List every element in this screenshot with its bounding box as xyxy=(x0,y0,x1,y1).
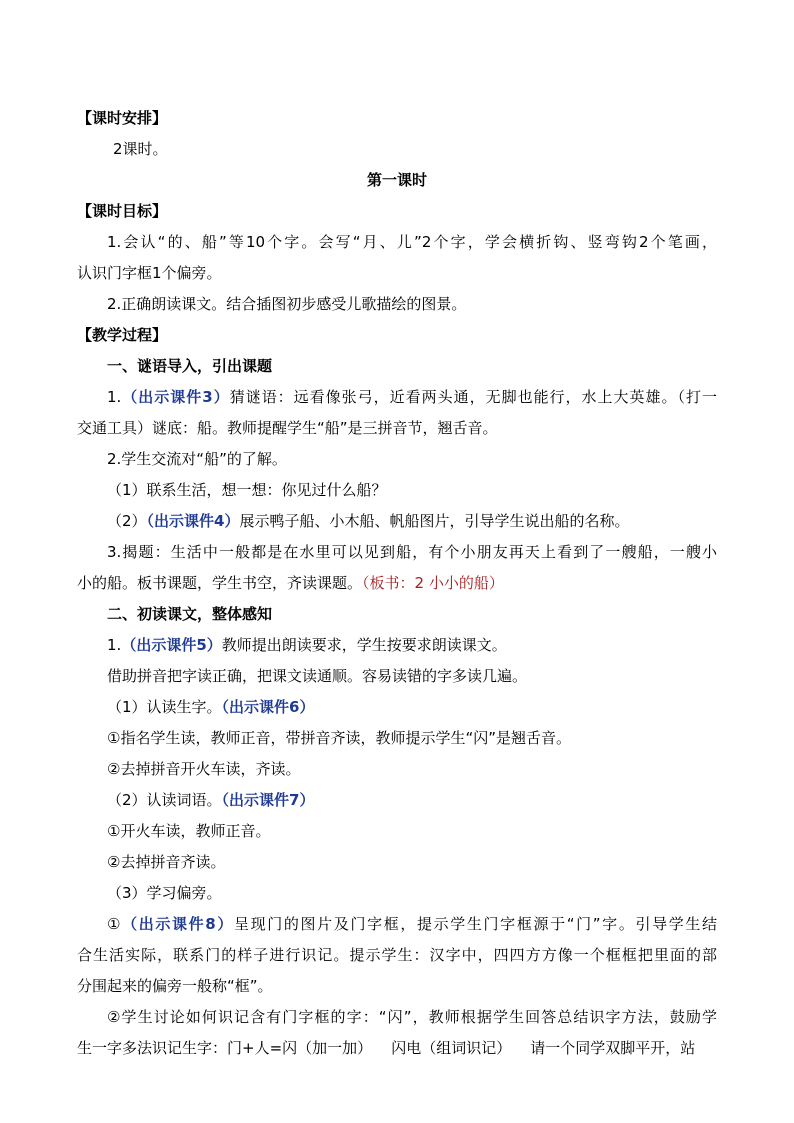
section-1-item-2-sub-1: （1）联系生活，想一想：你见过什么船？ xyxy=(107,481,387,499)
document-content xyxy=(77,103,717,1064)
section-2-sub-1-b: ②去掉拼音开火车读，齐读。 xyxy=(107,760,301,778)
item-text: （1）认读生字。 xyxy=(107,698,222,716)
goal-2: 2.正确朗读课文。结合插图初步感受儿歌描绘的图景。 xyxy=(107,295,467,313)
item-text: 猜谜语：远看像张弓，近看两头通，无脚也能行，水上大英雄。（打一 xyxy=(229,388,717,406)
section-2-sub-3-a-line-3: 分围起来的偏旁一般称“框”。 xyxy=(77,977,273,995)
goals-header: 【课时目标】 xyxy=(77,202,168,220)
section-2-title: 二、初读课文，整体感知 xyxy=(107,605,273,623)
section-2-sub-2-a: ①开火车读，教师正音。 xyxy=(107,822,271,840)
section-2-sub-1 xyxy=(77,692,717,723)
section-2-sub-2 xyxy=(77,785,717,816)
item-number: 1. xyxy=(107,388,122,406)
courseware-ref: （出示课件6） xyxy=(221,698,315,716)
section-2-item-1-line-2: 借助拼音把字读正确，把课文读通顺。容易读错的字多读几遍。 xyxy=(107,667,528,685)
section-2-item-1-line-1 xyxy=(77,630,717,661)
item-text: （2）认读词语。 xyxy=(107,791,222,809)
section-2-sub-1-a: ①指名学生读，教师正音，带拼音齐读，教师提示学生“闪”是翘舌音。 xyxy=(107,729,571,747)
section-2-sub-3-b-line-2: 生一字多法识记生字：门+人=闪（加一加） 闪电（组词识记） 请一个同学双脚平开，站 xyxy=(77,1039,696,1057)
section-1-item-3-line-2 xyxy=(77,568,717,599)
process-header: 【教学过程】 xyxy=(77,326,168,344)
lesson-title: 第一课时 xyxy=(366,171,427,189)
section-2-sub-3-a-line-1 xyxy=(77,909,717,940)
item-text: 教师提出朗读要求，学生按要求朗读课文。 xyxy=(221,636,507,654)
section-1-item-3-line-1: 3.揭题：生活中一般都是在水里可以见到船，有个小朋友再天上看到了一艘船，一艘小 xyxy=(107,543,717,561)
section-1-item-2: 2.学生交流对“船”的了解。 xyxy=(107,450,287,468)
courseware-ref: （出示课件3） xyxy=(121,388,230,406)
schedule-value: 2课时。 xyxy=(113,140,168,158)
section-2-sub-3: （3）学习偏旁。 xyxy=(107,884,222,902)
goal-1-line-1: 1.会认“的、船”等10个字。会写“月、儿”2个字，学会横折钩、竖弯钩2个笔画， xyxy=(107,233,717,251)
section-1-item-1-line-1 xyxy=(77,382,717,413)
item-text: 展示鸭子船、小木船、帆船图片，引导学生说出船的名称。 xyxy=(239,512,630,530)
item-text: 小的船。板书课题，学生书空，齐读课题。 xyxy=(77,574,363,592)
goal-1-line-2: 认识门字框1个偏旁。 xyxy=(77,264,222,282)
section-2-sub-3-a-line-2: 合生活实际，联系门的样子进行识记。提示学生：汉字中，四四方方像一个框框把里面的部 xyxy=(77,946,717,964)
section-2-sub-3-b-line-1: ②学生讨论如何识记含有门字框的字：“闪”，教师根据学生回答总结识字方法，鼓励学 xyxy=(107,1008,717,1026)
section-1-item-1-line-2: 交通工具）谜底：船。教师提醒学生“船”是三拼音节，翘舌音。 xyxy=(77,419,498,437)
section-1-item-2-sub-2 xyxy=(77,506,717,537)
courseware-ref: （出示课件8） xyxy=(122,915,234,933)
item-number: ① xyxy=(107,915,123,933)
courseware-ref: （出示课件7） xyxy=(221,791,315,809)
item-number: 1. xyxy=(107,636,122,654)
section-2-sub-2-b: ②去掉拼音齐读。 xyxy=(107,853,226,871)
section-1-title: 一、谜语导入，引出课题 xyxy=(107,357,273,375)
item-text: 呈现门的图片及门字框，提示学生门字框源于“门”字。引导学生结 xyxy=(234,915,717,933)
courseware-ref: （出示课件5） xyxy=(121,636,222,654)
schedule-header: 【课时安排】 xyxy=(77,109,168,127)
item-number: （2） xyxy=(107,512,147,530)
board-writing: （板书：2 小小的船） xyxy=(362,574,504,592)
courseware-ref: （出示课件4） xyxy=(146,512,240,530)
